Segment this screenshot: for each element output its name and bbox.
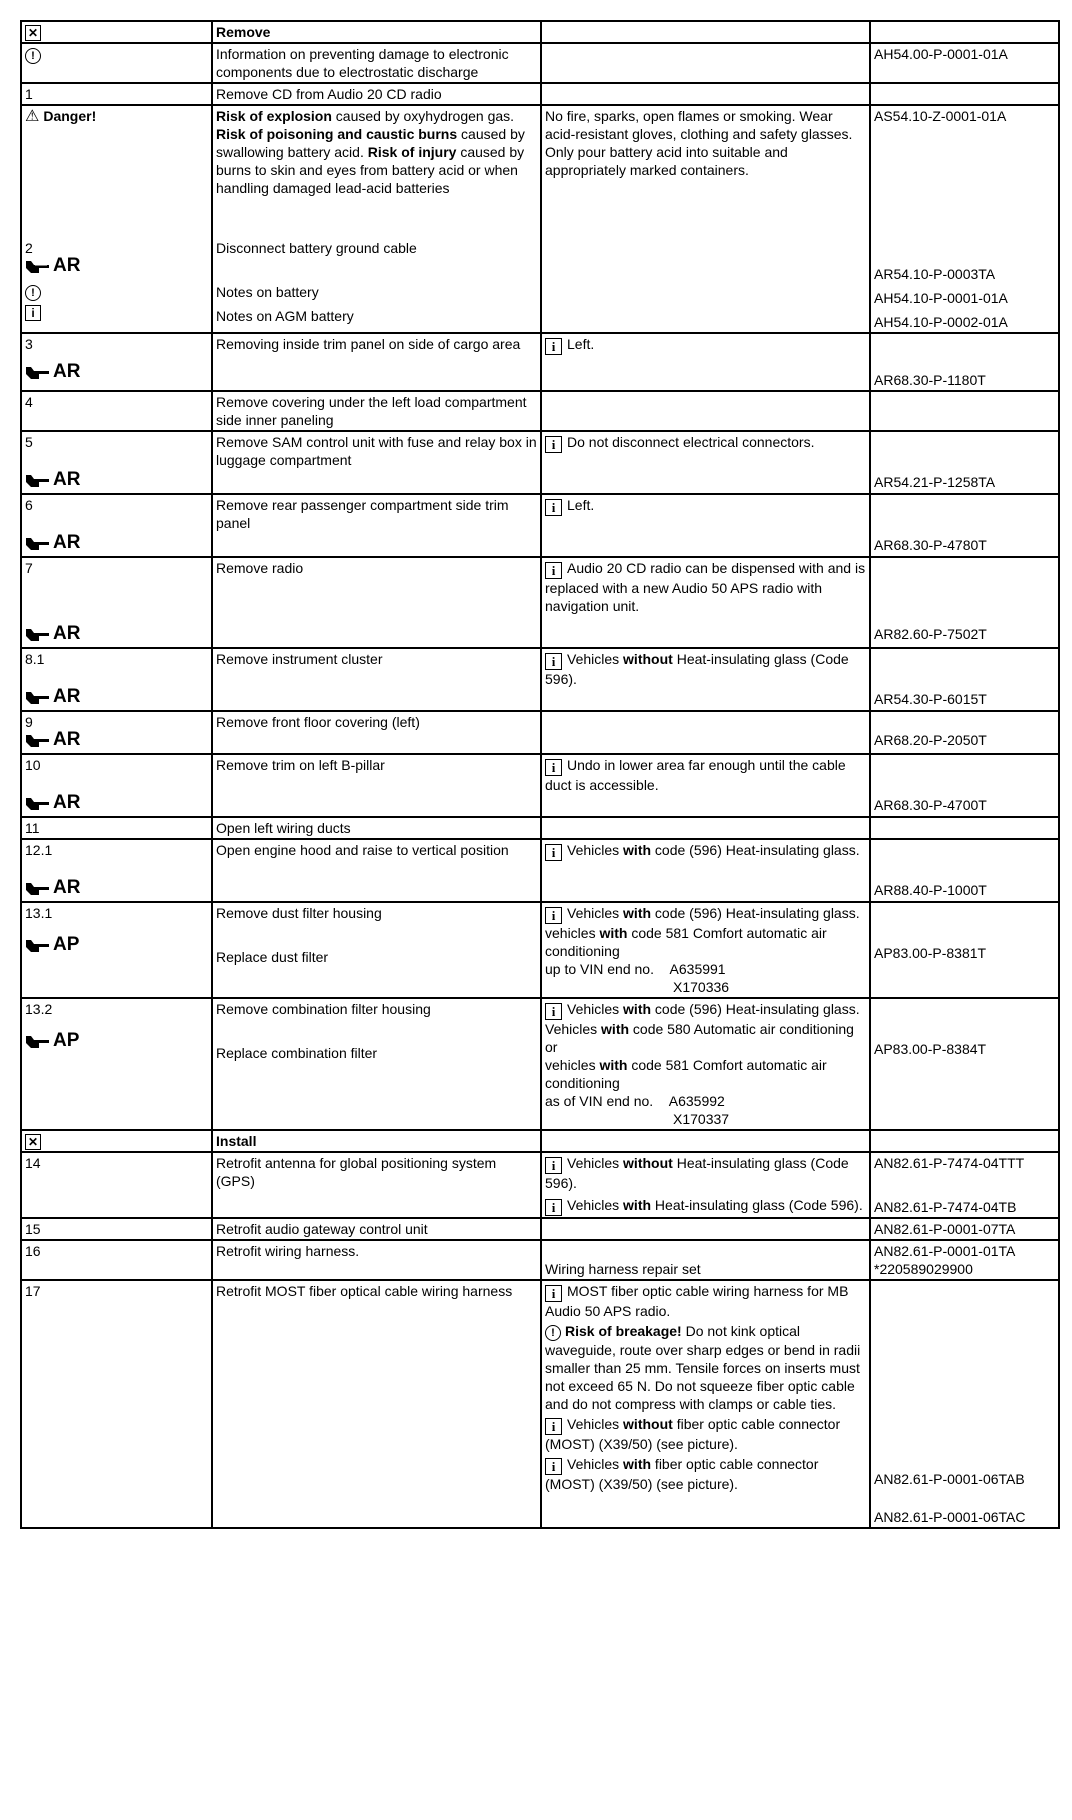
step-note: Left. xyxy=(567,497,595,513)
table-row xyxy=(21,431,1059,494)
step-number: 12.1 xyxy=(25,842,53,858)
ap-label: AP xyxy=(25,936,79,954)
ar-label: AR xyxy=(25,257,80,275)
pointing-hand-icon xyxy=(25,880,51,896)
table-row: 17 Retrofit MOST fiber optical cable wiring harness i MOST fiber optic cable wiring harness for MB Audio 50 APS radio. ! Risk of breakage! Do not kink optical waveguide, route over sharp edges or bend in radii smaller than 25 mm. Tensile forces on inserts must not exceed 65 N. Do not squeeze fiber optic cable and do not compress with clamps or cable ties. i Vehicles without fiber optic cable connector (MOST) (X39/50) (see picture). i Vehicles with fiber optic cable connector (MOST) (X39/50) (see picture). AN82.61-P-0001-06TAB AN82.61-P-0001-06TAC xyxy=(21,1280,1059,1528)
info-icon: i xyxy=(545,1199,562,1216)
reference-link[interactable]: AH54.10-P-0001-01A xyxy=(874,290,1008,306)
step-number: 1 xyxy=(21,83,212,105)
step-text: Retrofit antenna for global positioning system (GPS) xyxy=(212,1152,541,1218)
vin-value: X170337 xyxy=(673,1111,730,1127)
step-text: Remove front floor covering (left) xyxy=(212,711,541,754)
info-icon: i xyxy=(545,653,562,670)
step-note: Do not disconnect electrical connectors. xyxy=(567,434,815,450)
info-icon: i xyxy=(545,562,562,579)
step-text: Remove combination filter housing xyxy=(216,1001,431,1017)
reference-link[interactable]: AR88.40-P-1000T xyxy=(874,882,987,898)
reference-link[interactable]: AR68.30-P-1180T xyxy=(874,372,986,388)
info-icon: i xyxy=(545,499,562,516)
step-number: 13.2 xyxy=(25,1001,53,1017)
table-row: 13.1 AP Remove dust filter housing Replace dust filter i Vehicles with code (596) Heat-insulating glass. vehicles with code 581 Comfort automatic air conditioning up to VIN end no. A635991 X170336 AP83.00-P-8381T xyxy=(21,902,1059,998)
vin-value: A635992 xyxy=(668,1093,725,1109)
step-text: Remove instrument cluster xyxy=(212,648,541,711)
reference-link[interactable]: AP83.00-P-8381T xyxy=(874,945,987,961)
part-number: *220589029900 xyxy=(874,1261,973,1277)
step-text: Open engine hood and raise to vertical position xyxy=(212,839,541,902)
step-number: 6 xyxy=(25,497,33,513)
step-number: 15 xyxy=(21,1218,212,1240)
reference-link[interactable]: AR68.30-P-4700T xyxy=(874,797,987,813)
reference-link[interactable]: AR68.20-P-2050T xyxy=(874,732,987,748)
table-row xyxy=(21,557,1059,648)
ap-label: AP xyxy=(25,1032,79,1050)
esd-caution-icon: ! xyxy=(25,285,41,301)
table-row xyxy=(21,817,1059,839)
reference-link[interactable]: AR54.10-P-0003TA xyxy=(874,266,996,282)
reference-link[interactable]: AP83.00-P-8384T xyxy=(874,1041,987,1057)
step-text: Remove radio xyxy=(212,557,541,648)
table-row xyxy=(21,1240,1059,1280)
step-text: Removing inside trim panel on side of cargo area xyxy=(212,333,541,391)
step-number: 8.1 xyxy=(25,651,45,667)
pointing-hand-icon xyxy=(25,937,51,953)
esd-caution-icon: ! xyxy=(545,1325,561,1341)
risk-breakage: Risk of breakage! xyxy=(565,1323,682,1339)
info-icon: i xyxy=(545,1418,562,1435)
table-row: 14 Retrofit antenna for global positioning system (GPS) i Vehicles without Heat-insulating glass (Code 596). i Vehicles with Heat-insulating glass (Code 596). AN82.61-P-7474-04TTT AN82.61-P-7474-04TB xyxy=(21,1152,1059,1218)
step-text: Remove CD from Audio 20 CD radio xyxy=(212,83,541,105)
step-text: Retrofit MOST fiber optical cable wiring harness xyxy=(212,1280,541,1528)
info-icon: i xyxy=(545,1285,562,1302)
reference-link[interactable]: AH54.00-P-0001-01A xyxy=(870,43,1059,83)
table-row xyxy=(21,711,1059,754)
info-icon: i xyxy=(545,844,562,861)
step-number: 10 xyxy=(25,757,41,773)
pointing-hand-icon xyxy=(25,472,51,488)
ar-label: AR xyxy=(25,688,80,706)
reference-link[interactable]: AN82.61-P-7474-04TTT xyxy=(874,1155,1025,1171)
reference-link[interactable]: AR68.30-P-4780T xyxy=(874,537,987,553)
pointing-hand-icon xyxy=(25,364,51,380)
step-text: Information on preventing damage to electronic components due to electrostatic discharge xyxy=(212,43,541,83)
step-note: Wiring harness repair set xyxy=(545,1261,701,1277)
info-icon: i xyxy=(545,436,562,453)
step-text: Replace combination filter xyxy=(216,1045,378,1061)
step-number: 11 xyxy=(21,817,212,839)
table-row xyxy=(21,494,1059,557)
step-text: Disconnect battery ground cable xyxy=(216,240,417,256)
table-row xyxy=(21,43,1059,83)
info-icon: i xyxy=(545,907,562,924)
step-text: Remove dust filter housing xyxy=(216,905,382,921)
table-row: 8.1 AR Remove instrument cluster i Vehicles without Heat-insulating glass (Code 596). AR54.30-P-6015T xyxy=(21,648,1059,711)
remove-symbol-icon: ✕ xyxy=(25,25,41,41)
notes-agm-battery: Notes on AGM battery xyxy=(216,308,354,324)
step-note: Audio 20 CD radio can be dispensed with and is replaced with a new Audio 50 APS radio with navigation unit. xyxy=(545,560,866,614)
reference-link[interactable]: AN82.61-P-0001-06TAB xyxy=(874,1471,1025,1487)
pointing-hand-icon xyxy=(25,258,51,274)
pointing-hand-icon xyxy=(25,1033,51,1049)
reference-link[interactable]: AS54.10-Z-0001-01A xyxy=(874,108,1007,124)
step-note: Left. xyxy=(567,336,595,352)
table-row: 12.1 AR Open engine hood and raise to vertical position i Vehicles with code (596) Heat-insulating glass. AR88.40-P-1000T xyxy=(21,839,1059,902)
ar-label: AR xyxy=(25,534,80,552)
info-icon: i xyxy=(545,338,562,355)
section-title-remove: Remove xyxy=(212,21,541,43)
pointing-hand-icon xyxy=(25,626,51,642)
reference-link[interactable]: AR82.60-P-7502T xyxy=(874,626,987,642)
step-number: 13.1 xyxy=(25,905,53,921)
step-note: Undo in lower area far enough until the cable duct is accessible. xyxy=(545,757,846,793)
info-icon: i xyxy=(545,1003,562,1020)
esd-caution-icon: ! xyxy=(25,48,41,64)
vin-value: A635991 xyxy=(669,961,726,977)
table-row xyxy=(21,1218,1059,1240)
notes-battery: Notes on battery xyxy=(216,284,319,300)
step-text: Replace dust filter xyxy=(216,949,329,965)
step-text: Retrofit wiring harness. xyxy=(212,1240,541,1280)
reference-link[interactable]: AN82.61-P-0001-07TA xyxy=(870,1218,1059,1240)
table-row xyxy=(21,83,1059,105)
step-number: 9 xyxy=(25,714,33,730)
risk-explosion: Risk of explosion xyxy=(216,108,332,124)
info-icon: i xyxy=(545,1458,562,1475)
section-header-remove xyxy=(21,21,1059,43)
info-icon: i xyxy=(545,759,562,776)
danger-label: Danger! xyxy=(43,108,97,124)
pointing-hand-icon xyxy=(25,689,51,705)
reference-link[interactable]: AN82.61-P-0001-06TAC xyxy=(874,1509,1026,1525)
step-number: 3 xyxy=(25,336,33,352)
warning-triangle-icon: ⚠ xyxy=(25,108,40,125)
ar-label: AR xyxy=(25,471,80,489)
ar-label: AR xyxy=(25,625,80,643)
step-text: Remove SAM control unit with fuse and relay box in luggage compartment xyxy=(212,431,541,494)
step-number: 5 xyxy=(25,434,33,450)
step-text: Remove covering under the left load compartment side inner paneling xyxy=(212,391,541,431)
table-row xyxy=(21,391,1059,431)
step-number: 17 xyxy=(21,1280,212,1528)
section-header-install xyxy=(21,1130,1059,1152)
step-number: 14 xyxy=(21,1152,212,1218)
reference-link[interactable]: AN82.61-P-0001-01TA xyxy=(874,1243,1016,1259)
reference-link[interactable]: AR54.21-P-1258TA xyxy=(874,474,996,490)
step-text: Open left wiring ducts xyxy=(212,817,541,839)
step-text: Remove trim on left B-pillar xyxy=(212,754,541,817)
step-number: 7 xyxy=(25,560,33,576)
table-row: 13.2 AP Remove combination filter housing Replace combination filter i Vehicles with code (596) Heat-insulating glass. Vehicles with code 580 Automatic air conditioning or vehicles with code 581 Comfort automatic air conditioning as of VIN end no. A635992 X170337 AP83.00-P-8384T xyxy=(21,998,1059,1130)
install-symbol-icon: ✕ xyxy=(25,1134,41,1150)
ar-label: AR xyxy=(25,794,80,812)
pointing-hand-icon xyxy=(25,535,51,551)
reference-link[interactable]: AR54.30-P-6015T xyxy=(874,691,987,707)
procedure-table xyxy=(20,20,1060,1529)
reference-link[interactable]: AN82.61-P-7474-04TB xyxy=(874,1199,1017,1215)
ar-label: AR xyxy=(25,731,80,749)
table-row xyxy=(21,754,1059,817)
table-row xyxy=(21,333,1059,391)
vin-value: X170336 xyxy=(673,979,730,995)
ar-label: AR xyxy=(25,363,80,381)
ar-label: AR xyxy=(25,879,80,897)
info-icon: i xyxy=(25,305,41,321)
danger-note: No fire, sparks, open flames or smoking. Wear acid-resistant gloves, clothing and safety glasses. Only pour battery acid into suitable and appropriately marked containers. xyxy=(541,105,870,333)
pointing-hand-icon xyxy=(25,732,51,748)
pointing-hand-icon xyxy=(25,795,51,811)
step-text: Remove rear passenger compartment side trim panel xyxy=(212,494,541,557)
step-number: 16 xyxy=(21,1240,212,1280)
section-title-install: Install xyxy=(212,1130,541,1152)
step-number: 4 xyxy=(21,391,212,431)
step-text: Retrofit audio gateway control unit xyxy=(212,1218,541,1240)
step-note: MOST fiber optic cable wiring harness for MB Audio 50 APS radio. xyxy=(545,1283,849,1319)
step-number: 2 xyxy=(25,240,33,256)
table-row: ⚠ Danger! 2 AR ! i Risk of explosion caused by oxyhydrogen gas. Risk of poisoning and caustic burns caused by swallowing battery acid. Risk of injury caused by burns to skin and eyes from battery acid or when handling damaged lead-acid batteries Disconnect battery ground cable Notes on battery Notes on AGM battery No fire, sparks, open flames or smoking. Wear acid-resistant gloves, clothing and safety glasses. Only pour battery acid into suitable and appropriately marked containers. AS54.10-Z-0001-01A AR54.10-P-0003TA AH54.10-P-0001-01A AH54.10-P-0002-01A xyxy=(21,105,1059,333)
info-icon: i xyxy=(545,1157,562,1174)
reference-link[interactable]: AH54.10-P-0002-01A xyxy=(874,314,1008,330)
